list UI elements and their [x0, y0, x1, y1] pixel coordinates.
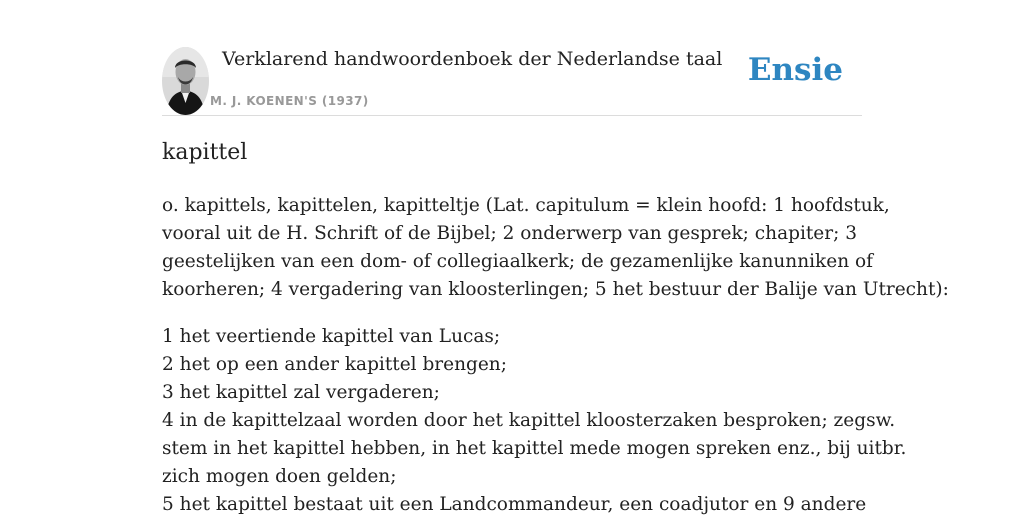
- definition-line: koorheren; 4 vergadering van kloosterlingen; 5 het bestuur der Balije van Utrecht):: [162, 279, 949, 300]
- example-line: zich mogen doen gelden;: [162, 466, 397, 487]
- example-line: 1 het veertiende kapittel van Lucas;: [162, 326, 501, 347]
- entry-definition: [162, 192, 949, 304]
- example-line: 4 in de kapittelzaal worden door het kapittel kloosterzaken besproken; zegsw.: [162, 410, 896, 431]
- brand-logo-link[interactable]: Ensie: [747, 52, 843, 88]
- author-portrait: [162, 47, 209, 115]
- example-line: stem in het kapittel hebben, in het kapittel mede mogen spreken enz., bij uitbr.: [162, 438, 907, 459]
- example-line: 2 het op een ander kapittel brengen;: [162, 354, 507, 375]
- book-author: M. J. KOENEN'S (1937): [210, 94, 369, 108]
- entry-headword: kapittel: [162, 140, 248, 165]
- definition-line: o. kapittels, kapittelen, kapitteltje (Lat. capitulum = klein hoofd: 1 hoofdstuk,: [162, 195, 890, 216]
- header: [162, 44, 862, 116]
- definition-line: geestelijken van een dom- of collegiaalkerk; de gezamenlijke kanunniken of: [162, 251, 873, 272]
- entry-examples: [162, 323, 907, 519]
- definition-line: vooral uit de H. Schrift of de Bijbel; 2 onderwerp van gesprek; chapiter; 3: [162, 223, 857, 244]
- book-title: Verklarend handwoordenboek der Nederlandse taal: [222, 48, 723, 70]
- example-line: 5 het kapittel bestaat uit een Landcommandeur, een coadjutor en 9 andere: [162, 494, 867, 515]
- example-line: 3 het kapittel zal vergaderen;: [162, 382, 440, 403]
